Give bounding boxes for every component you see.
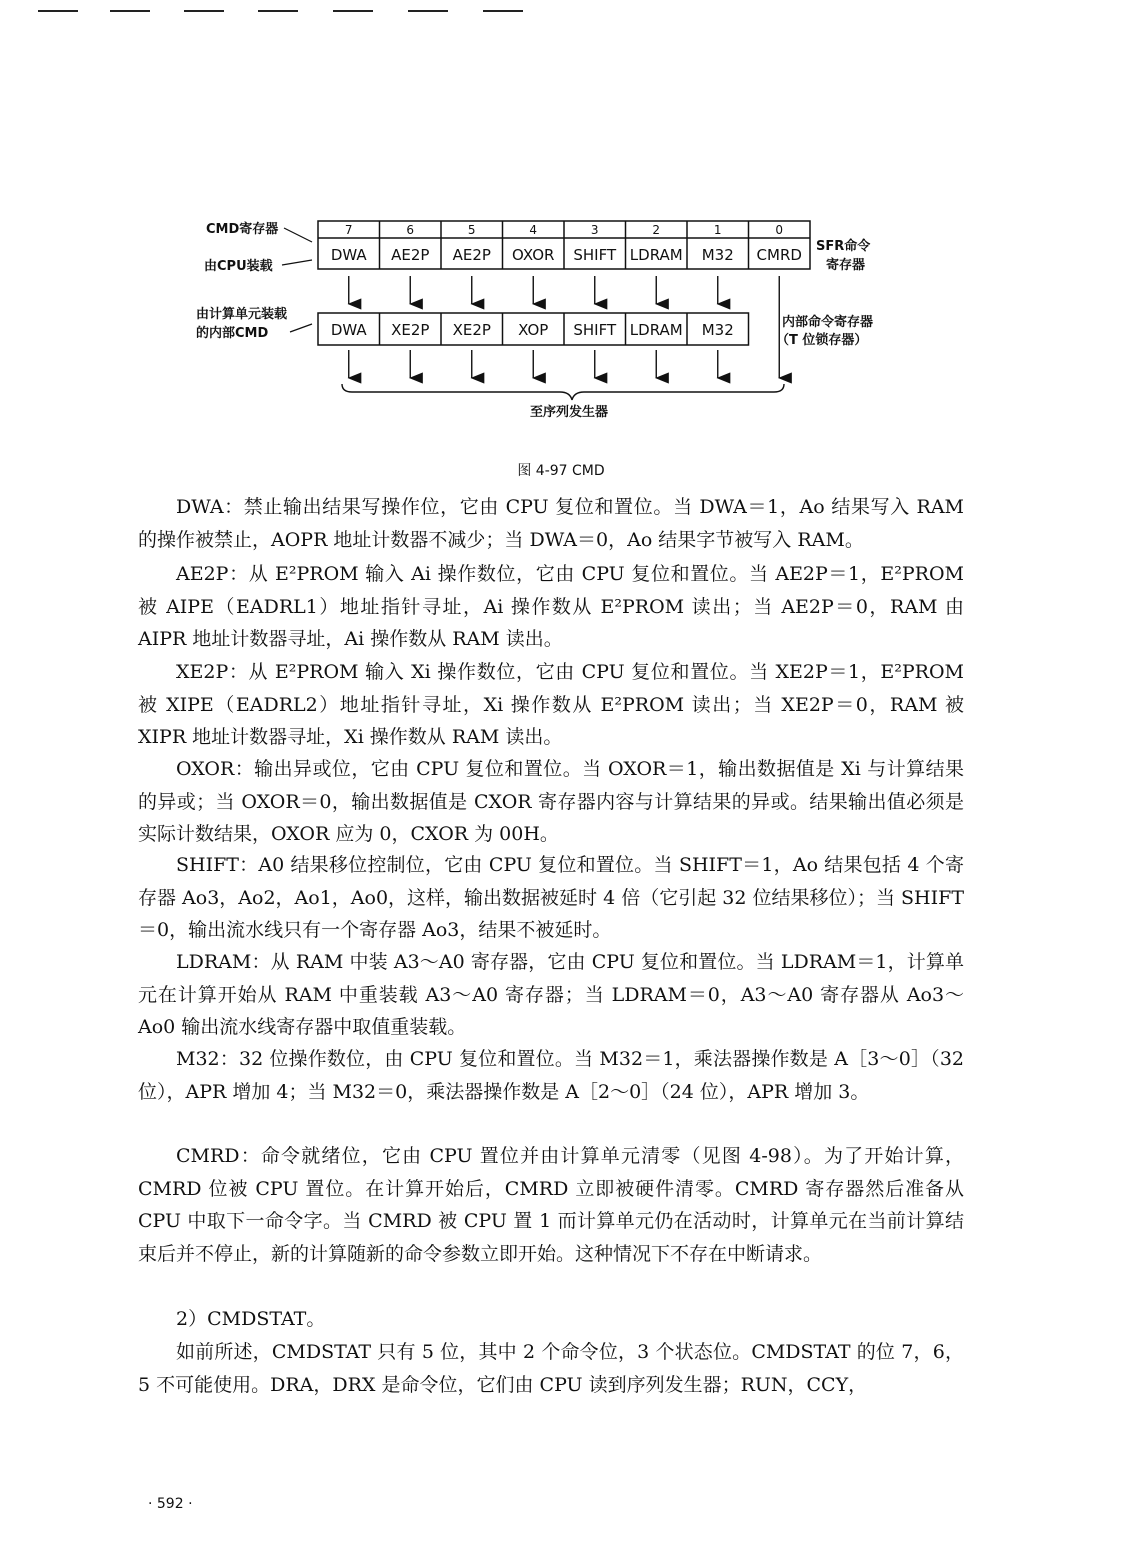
- sfr-bit-m32: M32: [701, 246, 734, 264]
- cpu-load-label: 由CPU装载: [204, 259, 273, 274]
- sfr-label-1: SFR命令: [816, 239, 871, 254]
- paragraph-ldram: LDRAM：从 RAM 中装 A3～A0 寄存器，它由 CPU 复位和置位。当 LDRAM＝1，计算单元在计算开始从 RAM 中重装载 A3～A0 寄存器；当 LDRAM＝0，A3～A0 寄存器从 Ao3～Ao0 输出流水线寄存器中取值重装载。: [138, 951, 964, 1038]
- internal-bit-shift: SHIFT: [573, 321, 617, 339]
- bit-number-2: 2: [652, 223, 661, 237]
- sfr-label-2: 寄存器: [826, 258, 866, 273]
- paragraph-xe2p: XE2P：从 E²PROM 输入 Xi 操作数位，它由 CPU 复位和置位。当 XE2P＝1，E²PROM 被 XIPE（EADRL2）地址指针寻址，Xi 操作数从 E²PROM 读出；当 XE2P＝0，RAM 被 XIPR 地址计数器寻址，Xi 操作数从 RAM 读出。: [138, 661, 964, 748]
- cmd-register-diagram: [0, 0, 1122, 440]
- figure-caption: 图 4-97 CMD: [517, 463, 605, 479]
- internal-reg-label-2: （T 位锁存器）: [776, 333, 868, 348]
- sfr-bit-dwa: DWA: [330, 246, 367, 264]
- internal-bit-xe2p: XE2P: [452, 321, 491, 339]
- paragraph-ae2p: AE2P：从 E²PROM 输入 Ai 操作数位，它由 CPU 复位和置位。当 AE2P＝1，E²PROM 被 AIPE（EADRL1）地址指针寻址，Ai 操作数从 E²PROM 读出；当 AE2P＝0，RAM 由 AIPR 地址计数器寻址，Ai 操作数从 RAM 读出。: [138, 563, 964, 650]
- bit-number-7: 7: [344, 223, 353, 237]
- sfr-bit-ae2p: AE2P: [452, 246, 491, 264]
- internal-bit-m32: M32: [701, 321, 734, 339]
- calc-load-label-2: 的内部CMD: [196, 326, 269, 341]
- internal-bit-ldram: LDRAM: [629, 321, 683, 339]
- paragraph-cmrd: CMRD：命令就绪位，它由 CPU 置位并由计算单元清零（见图 4-98）。为了开始计算，CMRD 位被 CPU 置位。在计算开始后，CMRD 立即被硬件清零。CMRD 寄存器然后准备从 CPU 中取下一命令字。当 CMRD 被 CPU 置 1 而计算单元仍在活动时，计算单元在当前计算结束后并不停止，新的计算随新的命令参数立即开始。这种情况下不存在中断请求。: [138, 1145, 964, 1265]
- sfr-bit-shift: SHIFT: [573, 246, 617, 264]
- sequencer-label: 至序列发生器: [530, 405, 609, 420]
- sfr-bit-cmrd: CMRD: [756, 246, 802, 264]
- paragraph-shift: SHIFT：A0 结果移位控制位，它由 CPU 复位和置位。当 SHIFT＝1，Ao 结果包括 4 个寄存器 Ao3，Ao2，Ao1，Ao0，这样，输出数据被延时 4 倍（它引起 32 位结果移位）；当 SHIFT＝0，输出流水线只有一个寄存器 Ao3，结果不被延时。: [138, 854, 964, 941]
- bit-number-1: 1: [713, 223, 722, 237]
- internal-reg-label-1: 内部命令寄存器: [782, 315, 874, 330]
- bit-number-4: 4: [529, 223, 538, 237]
- bit-number-3: 3: [590, 223, 599, 237]
- paragraph-oxor: OXOR：输出异或位，它由 CPU 复位和置位。当 OXOR＝1，输出数据值是 Xi 与计算结果的异或；当 OXOR＝0，输出数据值是 CXOR 寄存器内容与计算结果的异或。结果输出值必须是实际计数结果，OXOR 应为 0，CXOR 为 00H。: [138, 758, 964, 845]
- paragraph-cmdstat: 如前所述，CMDSTAT 只有 5 位，其中 2 个命令位，3 个状态位。CMDSTAT 的位 7，6，5 不可能使用。DRA，DRX 是命令位，它们由 CPU 读到序列发生器；RUN，CCY，: [138, 1341, 964, 1396]
- bit-number-5: 5: [467, 223, 476, 237]
- bit-number-0: 0: [775, 223, 784, 237]
- sfr-bit-ldram: LDRAM: [629, 246, 683, 264]
- sfr-bit-ae2p: AE2P: [391, 246, 430, 264]
- cmd-register-label: CMD寄存器: [206, 222, 279, 237]
- page-number: · 592 ·: [148, 1496, 193, 1512]
- bit-number-6: 6: [406, 223, 415, 237]
- paragraph-cmdstat-heading: 2）CMDSTAT。: [176, 1308, 326, 1330]
- calc-load-label-1: 由计算单元装载: [196, 307, 288, 322]
- sequencer-brace: [342, 384, 784, 400]
- internal-bit-xe2p: XE2P: [391, 321, 430, 339]
- internal-bit-xop: XOP: [518, 321, 549, 339]
- paragraph-m32: M32：32 位操作数位，由 CPU 复位和置位。当 M32＝1，乘法器操作数是 A［3～0］（32 位），APR 增加 4；当 M32＝0，乘法器操作数是 A［2～0］（24 位），APR 增加 3。: [138, 1048, 964, 1103]
- paragraph-dwa: DWA：禁止输出结果写操作位，它由 CPU 复位和置位。当 DWA＝1，Ao 结果写入 RAM 的操作被禁止，AOPR 地址计数器不减少；当 DWA＝0，Ao 结果字节被写入 RAM。: [138, 496, 964, 551]
- internal-bit-dwa: DWA: [330, 321, 367, 339]
- sfr-bit-oxor: OXOR: [512, 246, 555, 264]
